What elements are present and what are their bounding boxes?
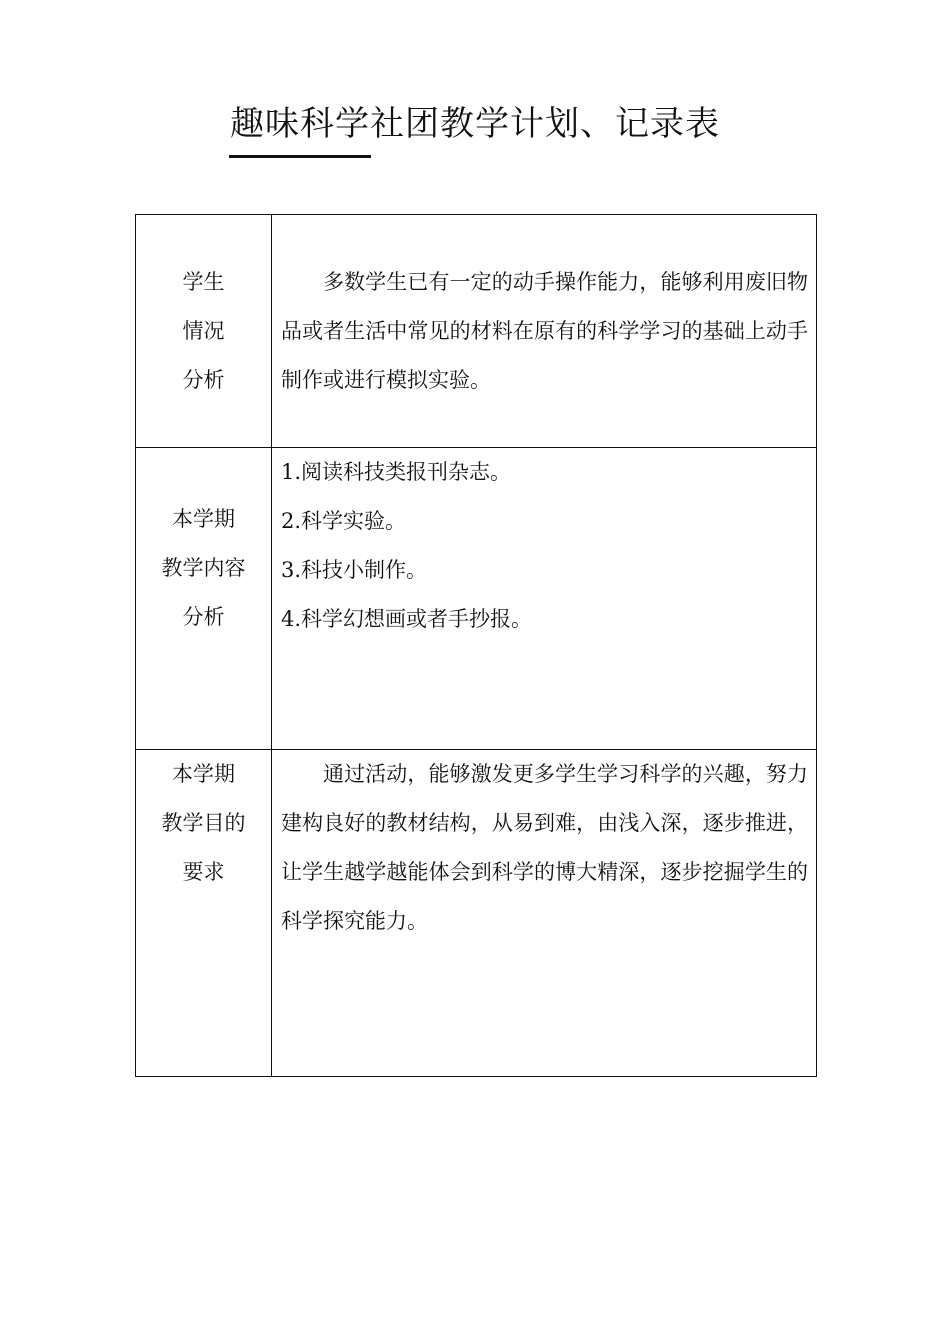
row-label-cell (136, 448, 272, 749)
table-row-student-analysis (136, 215, 816, 447)
content-list-item: 3.科技小制作。 (281, 558, 428, 582)
table-row-teaching-content (136, 447, 816, 749)
row-content-cell (272, 215, 816, 447)
row-content-cell (272, 750, 816, 1076)
title-underline (229, 155, 371, 158)
row-label-line: 学生 (182, 269, 225, 294)
content-list-item: 4.科学幻想画或者手抄报。 (281, 607, 533, 631)
row-label-cell (136, 215, 272, 447)
row-label-line: 本学期 (172, 762, 235, 786)
row-label-line: 情况 (182, 318, 225, 343)
row-label-line: 分析 (182, 605, 225, 629)
student-analysis-text: 多数学生已有一定的动手操作能力，能够利用废旧物品或者生活中常见的材料在原有的科学学习的基础上动手制作或进行模拟实验。 (281, 269, 808, 392)
document-title: 趣味科学社团教学计划、记录表 (230, 104, 720, 144)
content-list-item: 1.阅读科技类报刊杂志。 (281, 460, 512, 484)
row-label-line: 本学期 (172, 507, 235, 531)
row-content-cell (272, 448, 816, 749)
row-label-line: 教学内容 (161, 556, 246, 580)
row-label-line: 要求 (182, 860, 225, 884)
teaching-plan-table (135, 214, 817, 1077)
row-label-line: 分析 (182, 367, 225, 392)
content-list-item: 2.科学实验。 (281, 509, 407, 533)
table-row-teaching-goals (136, 749, 816, 1076)
row-label-cell (136, 750, 272, 1076)
teaching-goals-text: 通过活动，能够激发更多学生学习科学的兴趣，努力建构良好的教材结构，从易到难，由浅入深，逐步推进，让学生越学越能体会到科学的博大精深，逐步挖掘学生的科学探究能力。 (281, 762, 808, 933)
row-label-line: 教学目的 (161, 811, 246, 835)
